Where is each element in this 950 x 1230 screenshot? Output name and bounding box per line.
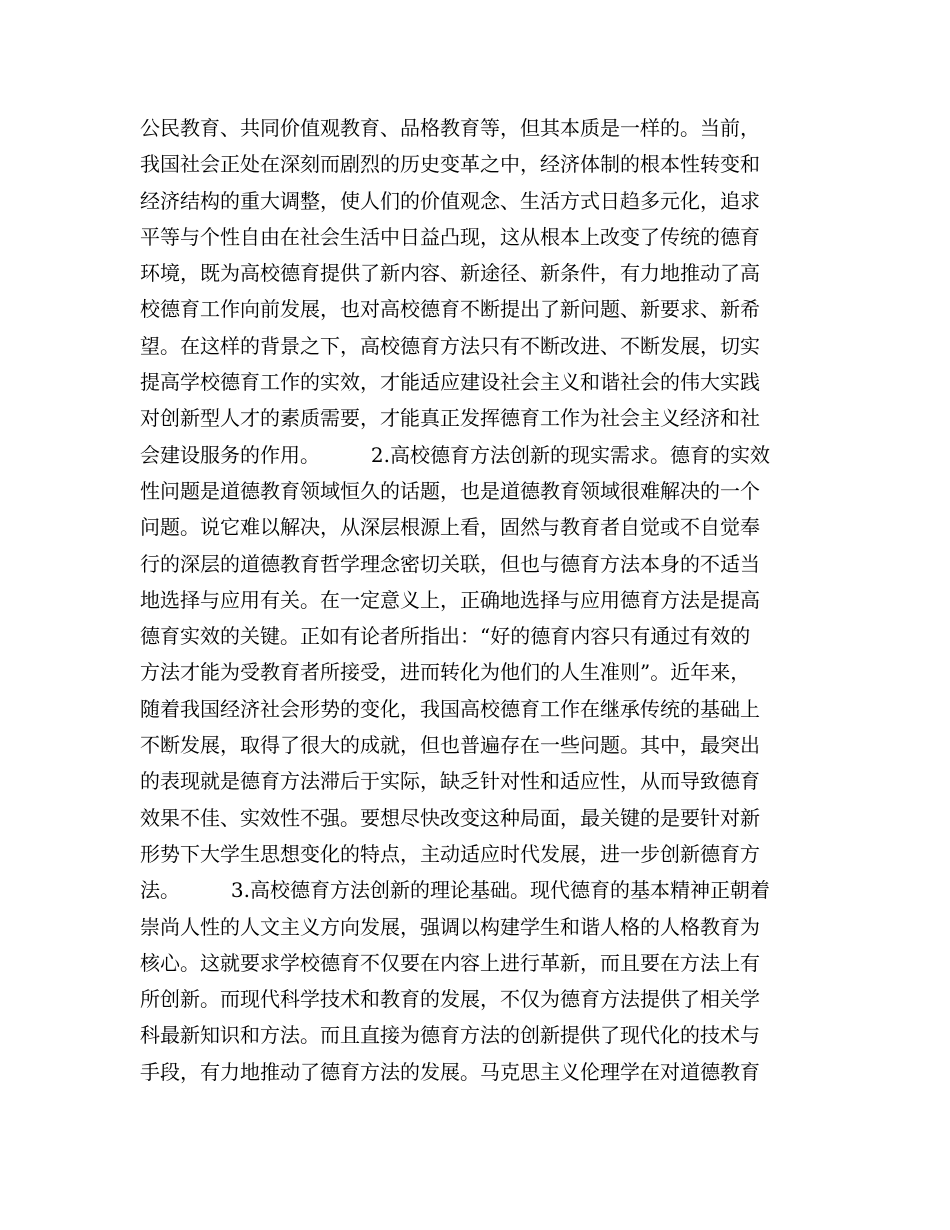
text-line: 效果不佳、实效性不强。要想尽快改变这种局面，最关键的是要针对新	[140, 805, 760, 830]
text-line: 行的深层的道德教育哲学理念密切关联，但也与德育方法本身的不适当	[140, 551, 760, 576]
text-line: 我国社会正处在深刻而剧烈的历史变革之中，经济体制的根本性转变和	[140, 152, 760, 177]
text-line: 方法才能为受教育者所接受，进而转化为他们的人生准则”。近年来，	[140, 660, 751, 685]
text-line: 望。在这样的背景之下，高校德育方法只有不断改进、不断发展，切实	[140, 333, 760, 358]
text-line: 平等与个性自由在社会生活中日益凸现，这从根本上改变了传统的德育	[140, 224, 760, 249]
text-line: 提高学校德育工作的实效，才能适应建设社会主义和谐社会的伟大实践	[140, 370, 760, 395]
text-line: 所创新。而现代科学技术和教育的发展，不仅为德育方法提供了相关学	[140, 987, 760, 1012]
text-line: 校德育工作向前发展，也对高校德育不断提出了新问题、新要求、新希	[140, 297, 760, 322]
text-line: 法。 3.高校德育方法创新的理论基础。现代德育的基本精神正朝着	[140, 878, 770, 903]
text-line: 问题。说它难以解决，从深层根源上看，固然与教育者自觉或不自觉奉	[140, 515, 760, 540]
body-text	[140, 110, 820, 1090]
text-line: 公民教育、共同价值观教育、品格教育等，但其本质是一样的。当前，	[140, 116, 760, 140]
text-line: 不断发展，取得了很大的成就，但也普遍存在一些问题。其中，最突出	[140, 733, 760, 758]
text-line: 的表现就是德育方法滞后于实际，缺乏针对性和适应性，从而导致德育	[140, 769, 760, 794]
text-line: 会建设服务的作用。 2.高校德育方法创新的现实需求。德育的实效	[140, 442, 770, 467]
text-line: 地选择与应用有关。在一定意义上，正确地选择与应用德育方法是提高	[140, 587, 760, 612]
text-line: 对创新型人才的素质需要，才能真正发挥德育工作为社会主义经济和社	[140, 406, 760, 431]
text-line: 科最新知识和方法。而且直接为德育方法的创新提供了现代化的技术与	[140, 1023, 760, 1048]
text-line: 崇尚人性的人文主义方向发展，强调以构建学生和谐人格的人格教育为	[140, 914, 760, 939]
text-line: 性问题是道德教育领域恒久的话题，也是道德教育领域很难解决的一个	[140, 478, 760, 503]
text-line: 手段，有力地推动了德育方法的发展。马克思主义伦理学在对道德教育	[140, 1059, 760, 1084]
text-line: 核心。这就要求学校德育不仅要在内容上进行革新，而且要在方法上有	[140, 950, 760, 975]
text-line: 环境，既为高校德育提供了新内容、新途径、新条件，有力地推动了高	[140, 261, 760, 286]
text-line: 经济结构的重大调整，使人们的价值观念、生活方式日趋多元化，追求	[140, 188, 760, 213]
text-line: 德育实效的关键。正如有论者所指出：“好的德育内容只有通过有效的	[140, 624, 751, 649]
text-line: 形势下大学生思想变化的特点，主动适应时代发展，进一步创新德育方	[140, 841, 760, 866]
text-line: 随着我国经济社会形势的变化，我国高校德育工作在继承传统的基础上	[140, 696, 760, 721]
